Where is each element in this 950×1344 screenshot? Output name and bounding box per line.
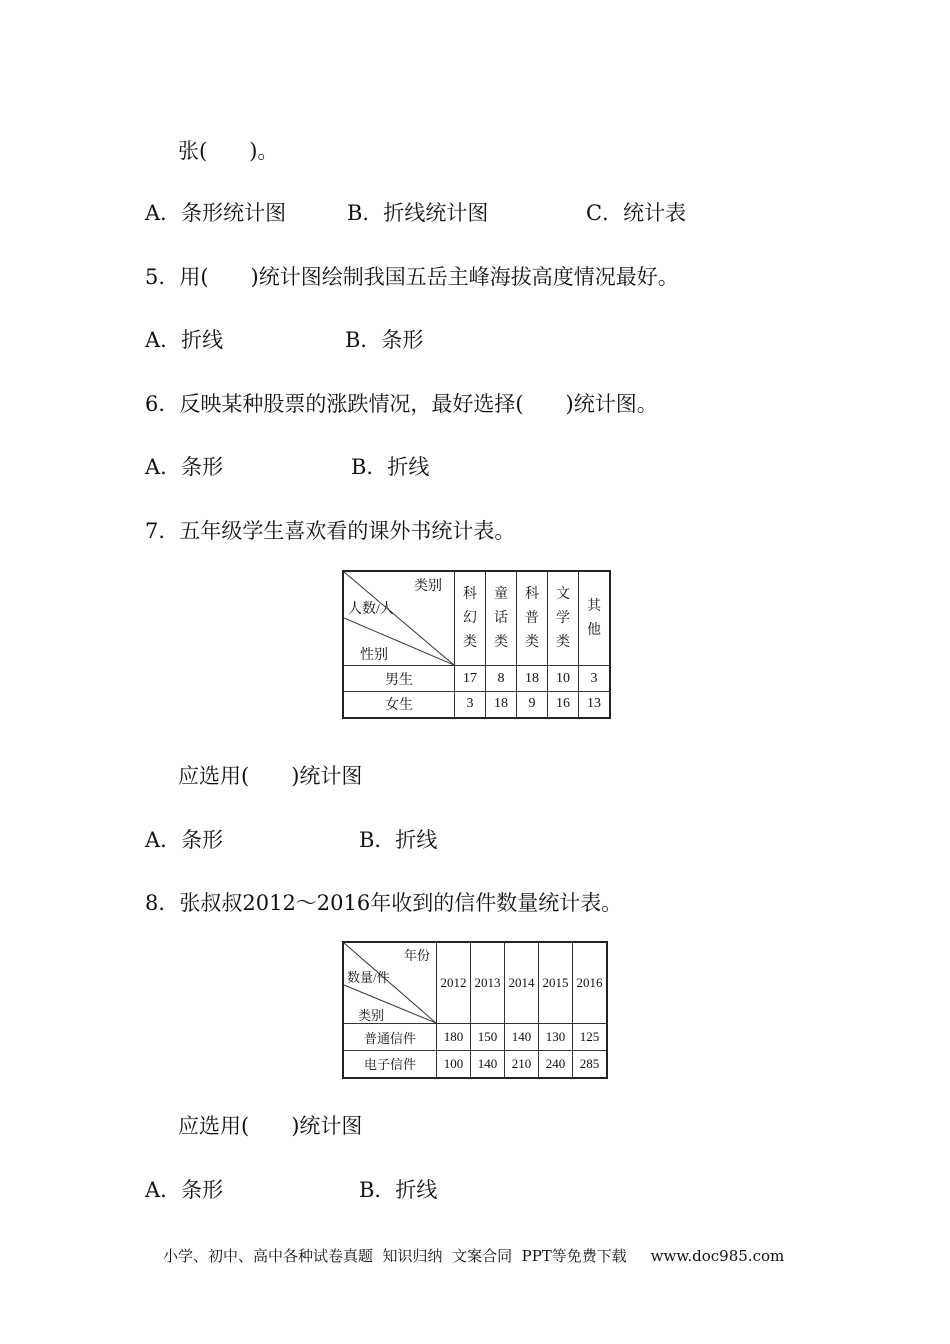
table-row [343, 1051, 607, 1078]
q4-option-b[interactable]: B．折线统计图 [347, 201, 489, 225]
table1-row-label: 男生 [343, 666, 455, 692]
table1-corner-mid: 人数/人 [348, 602, 394, 617]
table2-col-header: 2013 [471, 942, 505, 1024]
q4-tail: 张( )。 [178, 139, 279, 163]
table-cell: 130 [539, 1024, 573, 1051]
table1-col-header: 科 普 类 [517, 571, 548, 666]
table-cell: 17 [455, 666, 486, 692]
table-cell: 18 [517, 666, 548, 692]
question-8: 8．张叔叔2012～2016年收到的信件数量统计表。 [145, 891, 623, 915]
table-cell: 16 [548, 692, 579, 718]
table2-col-header: 2015 [539, 942, 573, 1024]
table1-col-header: 童 话 类 [486, 571, 517, 666]
q4-option-a[interactable]: A．条形统计图 [145, 201, 287, 225]
table2-corner-top: 年份 [404, 948, 431, 963]
question-5: 5．用( )统计图绘制我国五岳主峰海拔高度情况最好。 [145, 265, 679, 289]
table1-row-label: 女生 [343, 692, 455, 718]
table-cell: 3 [455, 692, 486, 718]
table-cell: 125 [573, 1024, 608, 1051]
table1-col-header: 其 他 [579, 571, 611, 666]
question-7: 7．五年级学生喜欢看的课外书统计表。 [145, 519, 516, 543]
table-cell: 210 [505, 1051, 539, 1078]
table-cell: 150 [471, 1024, 505, 1051]
table-cell: 8 [486, 666, 517, 692]
q7-option-b[interactable]: B．折线 [359, 828, 438, 852]
table-cell: 285 [573, 1051, 608, 1078]
table1-col-header: 科 幻 类 [455, 571, 486, 666]
table-cell: 9 [517, 692, 548, 718]
table1-corner-top: 类别 [414, 579, 442, 594]
book-preference-table [342, 570, 611, 719]
table2-col-header: 2014 [505, 942, 539, 1024]
table2-row-label: 普通信件 [343, 1024, 437, 1051]
table2-col-header: 2012 [437, 942, 471, 1024]
table-cell: 13 [579, 692, 611, 718]
q6-option-b[interactable]: B．折线 [351, 455, 430, 479]
letters-count-table [342, 941, 608, 1079]
q6-option-a[interactable]: A．条形 [145, 455, 224, 479]
table1-corner-bottom: 性别 [360, 648, 388, 663]
table-cell: 18 [486, 692, 517, 718]
page-footer: 小学、初中、高中各种试卷真题 知识归纳 文案合同 PPT等免费下载 www.doc985.com [163, 1247, 785, 1265]
table-cell: 140 [471, 1051, 505, 1078]
table-cell: 3 [579, 666, 611, 692]
table2-col-header: 2016 [573, 942, 608, 1024]
table-cell: 240 [539, 1051, 573, 1078]
table2-corner-mid: 数量/件 [347, 970, 390, 985]
table-cell: 10 [548, 666, 579, 692]
table1-corner [343, 571, 455, 666]
table2-corner [343, 942, 437, 1024]
q7-choose-prompt: 应选用( )统计图 [178, 764, 363, 788]
question-6: 6．反映某种股票的涨跌情况，最好选择( )统计图。 [145, 392, 658, 416]
q5-option-a[interactable]: A．折线 [145, 328, 224, 352]
table-row [343, 692, 610, 718]
q8-choose-prompt: 应选用( )统计图 [178, 1114, 363, 1138]
table-cell: 100 [437, 1051, 471, 1078]
table2-corner-bottom: 类别 [358, 1008, 385, 1023]
table1-col-header: 文 学 类 [548, 571, 579, 666]
q5-option-b[interactable]: B．条形 [345, 328, 424, 352]
table-cell: 140 [505, 1024, 539, 1051]
q8-option-a[interactable]: A．条形 [145, 1178, 224, 1202]
q7-option-a[interactable]: A．条形 [145, 828, 224, 852]
table-cell: 180 [437, 1024, 471, 1051]
table-row [343, 666, 610, 692]
table-row [343, 1024, 607, 1051]
q4-option-c[interactable]: C．统计表 [586, 201, 687, 225]
q8-option-b[interactable]: B．折线 [359, 1178, 438, 1202]
table2-row-label: 电子信件 [343, 1051, 437, 1078]
